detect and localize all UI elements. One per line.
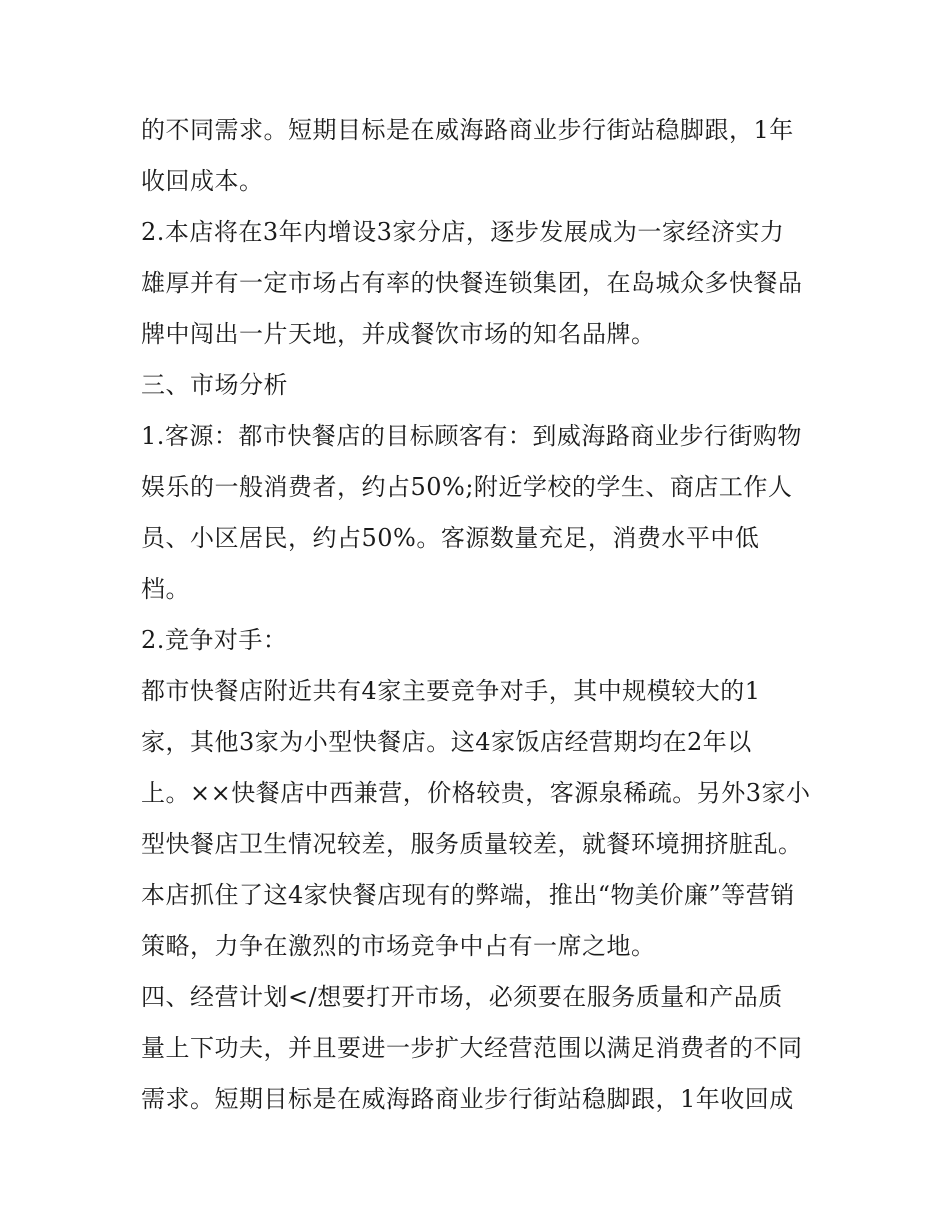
- text-line: 上。××快餐店中西兼营，价格较贵，客源泉稀疏。另外3家小: [141, 779, 811, 807]
- text-line: 收回成本。: [141, 167, 264, 195]
- text-line: 型快餐店卫生情况较差，服务质量较差，就餐环境拥挤脏乱。: [141, 830, 803, 858]
- section-heading-business-plan: 四、经营计划</想要打开市场，必须要在服务质量和产品质: [141, 983, 783, 1011]
- text-line: 的不同需求。短期目标是在威海路商业步行街站稳脚跟，1年: [141, 116, 794, 144]
- text-line: 1.客源：都市快餐店的目标顾客有：到威海路商业步行街购物: [141, 422, 802, 450]
- text-line: 2.本店将在3年内增设3家分店，逐步发展成为一家经济实力: [141, 218, 785, 246]
- text-line: 都市快餐店附近共有4家主要竞争对手，其中规模较大的1: [141, 677, 761, 705]
- section-heading-market-analysis: 三、市场分析: [141, 371, 288, 399]
- text-line: 档。: [141, 575, 190, 603]
- document-body: [141, 105, 821, 1125]
- text-line: 家，其他3家为小型快餐店。这4家饭店经营期均在2年以: [141, 728, 752, 756]
- text-line: 雄厚并有一定市场占有率的快餐连锁集团，在岛城众多快餐品: [141, 269, 803, 297]
- text-line: 量上下功夫，并且要进一步扩大经营范围以满足消费者的不同: [141, 1034, 803, 1062]
- text-line: 娱乐的一般消费者，约占50%;附近学校的学生、商店工作人: [141, 473, 793, 501]
- text-line: 员、小区居民，约占50%。客源数量充足，消费水平中低: [141, 524, 760, 552]
- text-line: 牌中闯出一片天地，并成餐饮市场的知名品牌。: [141, 320, 656, 348]
- subheading-competitors: 2.竞争对手：: [141, 626, 288, 654]
- text-line: 策略，力争在激烈的市场竞争中占有一席之地。: [141, 932, 656, 960]
- text-line: 本店抓住了这4家快餐店现有的弊端，推出“物美价廉”等营销: [141, 881, 795, 909]
- text-line: 需求。短期目标是在威海路商业步行街站稳脚跟，1年收回成: [141, 1085, 794, 1113]
